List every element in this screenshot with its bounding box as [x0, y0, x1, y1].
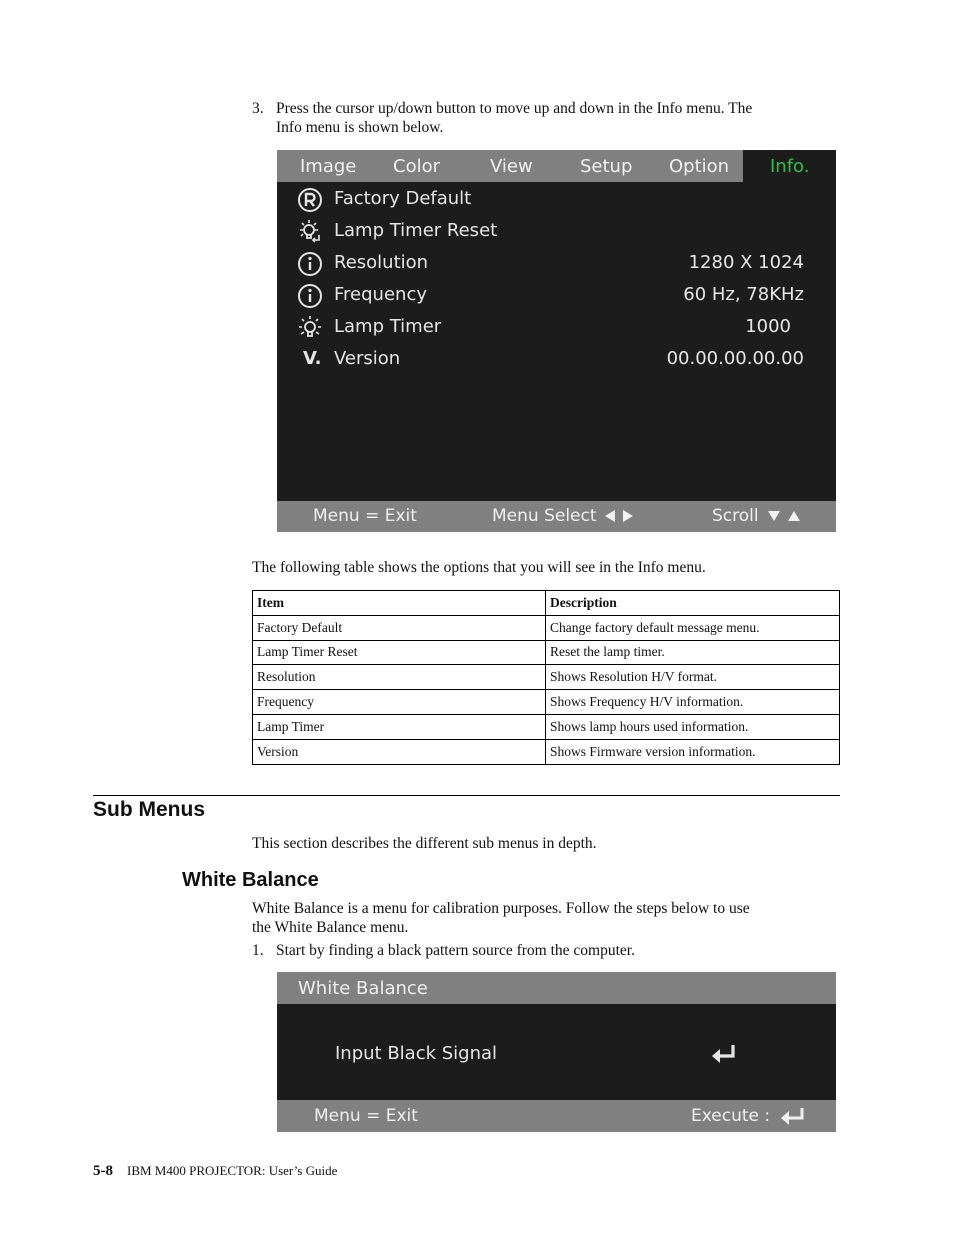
table-row	[253, 640, 840, 665]
osd-label: Lamp Timer Reset	[334, 220, 498, 241]
osd-label: Lamp Timer	[334, 316, 442, 337]
table-cell-item: Lamp Timer	[253, 714, 546, 739]
wb-step-text: Start by finding a black pattern source from the computer.	[276, 942, 635, 959]
document-title: IBM M400 PROJECTOR: User’s Guide	[127, 1163, 338, 1178]
enter-icon[interactable]	[711, 1044, 737, 1064]
osd-footer-select-label: Menu Select	[492, 506, 597, 526]
lamp-icon	[297, 315, 323, 341]
osd-row-frequency[interactable]	[277, 280, 836, 312]
osd-row-factory-default[interactable]	[277, 184, 836, 216]
osd-value-version: 00.00.00.00.00	[666, 348, 804, 369]
lamp-reset-icon	[297, 219, 323, 245]
table-row	[253, 714, 840, 739]
osd-footer-scroll-label: Scroll	[712, 506, 759, 526]
osd-tab-option[interactable]: Option	[669, 156, 730, 177]
wb-footer-exit: Menu = Exit	[314, 1106, 418, 1126]
table-cell-item: Resolution	[253, 665, 546, 690]
white-balance-paragraph-line2: the White Balance menu.	[252, 919, 409, 936]
osd-tab-setup[interactable]: Setup	[580, 156, 633, 177]
version-icon: V.	[303, 348, 322, 369]
page-footer	[93, 1162, 337, 1180]
osd-tab-info[interactable]: Info.	[743, 150, 836, 182]
wb-osd-title: White Balance	[298, 978, 428, 999]
osd-row-resolution[interactable]	[277, 248, 836, 280]
osd-value-lamp-timer: 1000	[745, 316, 791, 337]
table-row	[253, 739, 840, 764]
step-text-line1: Press the cursor up/down button to move up and down in the Info menu. The	[276, 100, 753, 117]
osd-row-version[interactable]	[277, 344, 836, 376]
section-divider	[93, 795, 840, 796]
osd-footer-select	[492, 506, 635, 526]
step-text-line2: Info menu is shown below.	[276, 119, 444, 136]
step-number: 3.	[252, 100, 264, 117]
table-cell-item: Lamp Timer Reset	[253, 640, 546, 665]
table-cell-description: Shows Firmware version information.	[546, 739, 840, 764]
table-row	[253, 615, 840, 640]
osd-label: Frequency	[334, 284, 427, 305]
info-options-table	[252, 590, 840, 765]
wb-osd-header	[277, 972, 836, 1004]
table-cell-item: Version	[253, 739, 546, 764]
osd-footer	[277, 501, 836, 532]
osd-label: Version	[334, 348, 401, 369]
white-balance-paragraph	[252, 899, 750, 937]
table-header-item: Item	[253, 591, 546, 616]
sub-menus-intro: This section describes the different sub menus in depth.	[252, 835, 597, 852]
page-number: 5-8	[93, 1163, 113, 1179]
osd-tab-image[interactable]: Image	[300, 156, 357, 177]
table-header-row	[253, 591, 840, 616]
osd-row-lamp-timer-reset[interactable]	[277, 216, 836, 248]
info-icon	[297, 283, 323, 309]
table-cell-description: Shows Resolution H/V format.	[546, 665, 840, 690]
white-balance-screenshot	[277, 972, 836, 1132]
osd-label: Factory Default	[334, 188, 472, 209]
info-menu-screenshot	[277, 150, 836, 532]
table-cell-description: Reset the lamp timer.	[546, 640, 840, 665]
table-header-description: Description	[546, 591, 840, 616]
info-icon	[297, 251, 323, 277]
white-balance-paragraph-line1: White Balance is a menu for calibration purposes. Follow the steps below to use	[252, 900, 750, 917]
step-text	[276, 99, 846, 137]
osd-tab-view[interactable]: View	[490, 156, 533, 177]
table-intro: The following table shows the options that you will see in the Info menu.	[252, 559, 706, 576]
table-row	[253, 665, 840, 690]
osd-value-frequency: 60 Hz, 78KHz	[683, 284, 804, 305]
osd-label: Resolution	[334, 252, 429, 273]
wb-footer-execute	[691, 1106, 806, 1126]
osd-tab-color[interactable]: Color	[393, 156, 440, 177]
table-cell-description: Shows Frequency H/V information.	[546, 690, 840, 715]
down-up-arrows-icon	[767, 509, 803, 523]
osd-footer-scroll	[712, 506, 803, 526]
osd-footer-exit: Menu = Exit	[313, 506, 417, 526]
table-cell-item: Frequency	[253, 690, 546, 715]
sub-menus-heading: Sub Menus	[93, 798, 206, 821]
factory-reset-icon	[297, 187, 323, 213]
table-row	[253, 690, 840, 715]
wb-osd-item[interactable]: Input Black Signal	[335, 1043, 498, 1064]
wb-footer-execute-label: Execute :	[691, 1106, 771, 1126]
osd-row-lamp-timer[interactable]	[277, 312, 836, 344]
wb-osd-footer	[277, 1100, 836, 1132]
wb-step-number: 1.	[252, 942, 264, 959]
white-balance-heading: White Balance	[182, 869, 319, 891]
left-right-arrows-icon	[605, 509, 635, 523]
enter-icon	[780, 1107, 806, 1125]
osd-value-resolution: 1280 X 1024	[688, 252, 804, 273]
table-cell-item: Factory Default	[253, 615, 546, 640]
osd-tab-bar	[277, 150, 836, 182]
table-cell-description: Shows lamp hours used information.	[546, 714, 840, 739]
table-cell-description: Change factory default message menu.	[546, 615, 840, 640]
